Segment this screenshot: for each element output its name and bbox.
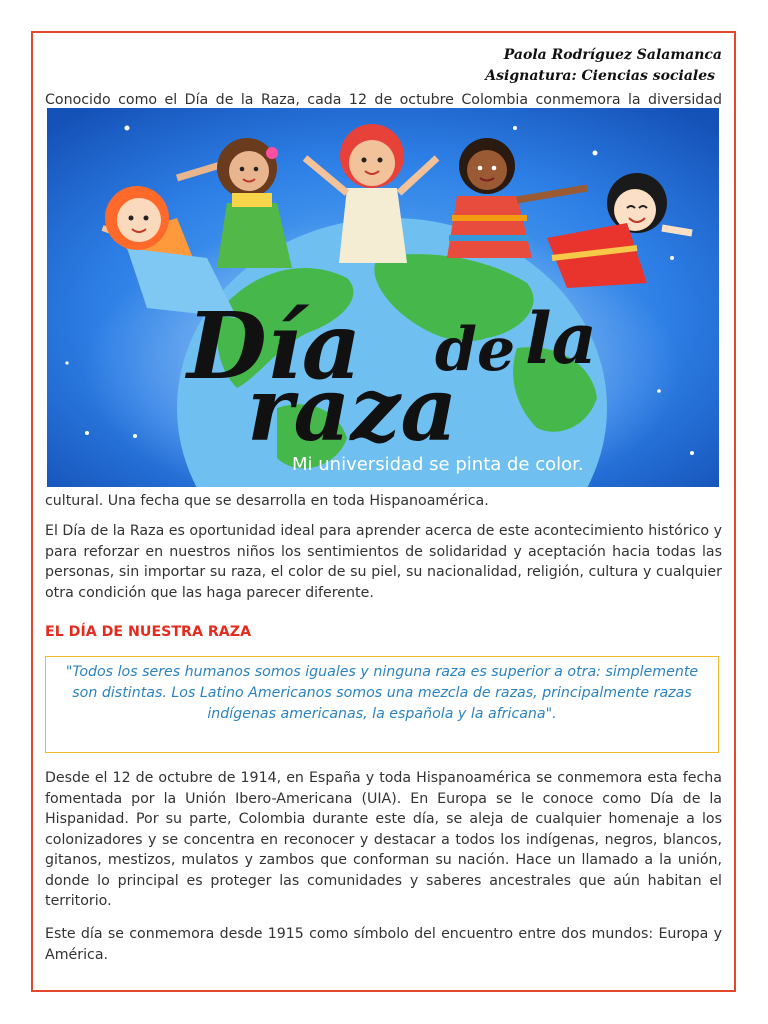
subject-label: Asignatura: Ciencias sociales xyxy=(485,68,715,84)
paragraph-2: El Día de la Raza es oportunidad ideal para aprender acerca de este acontecimiento histórico y para reforzar en nuestros niños los sentimientos de solidaridad y aceptación hacia todas las personas, sin importar su raza, el color de su piel, su nacionalidad, religión, cultura y cualquier otra condición que las haga parecer diferente. xyxy=(45,523,722,601)
quote-text: "Todos los seres humanos somos iguales y ninguna raza es superior a otra: simplemente son distintas. Los Latino Americanos somos una mezcla de razas, principalmente razas indígenas americanas, la española y la africana". xyxy=(65,664,699,722)
dia-de-la-raza-banner xyxy=(47,108,719,487)
banner-tagline: Mi universidad se pinta de color. xyxy=(292,454,584,475)
banner-title-la: la xyxy=(525,297,597,380)
banner-title-raza: raza xyxy=(247,357,458,461)
quote-box xyxy=(45,656,719,753)
intro-line-1: Conocido como el Día de la Raza, cada 12 de octubre Colombia conmemora la diversidad xyxy=(45,92,722,108)
intro-line-2: cultural. Una fecha que se desarrolla en toda Hispanoamérica. xyxy=(45,493,489,509)
banner-title-dia: Día xyxy=(187,292,362,400)
author-name: Paola Rodríguez Salamanca xyxy=(503,47,722,63)
paragraph-4: Este día se conmemora desde 1915 como símbolo del encuentro entre dos mundos: Europa y América. xyxy=(45,926,722,963)
paragraph-3: Desde el 12 de octubre de 1914, en España y toda Hispanoamérica se conmemora esta fecha fomentada por la Unión Ibero-Americana (UIA). En Europa se le conoce como Día de la Hispanidad. Por su parte, Colombia durante este día, se aleja de cualquier homenaje a los colonizadores y se concentra en reconocer y destacar a todos los indígenas, negros, blancos, gitanos, mestizos, mulatos y zambos que conforman su nación. Hace un llamado a la unión, donde lo principal es proteger las comunidades y saberes ancestrales que aún habitan el territorio. xyxy=(45,770,722,909)
banner-title-de: de xyxy=(435,315,516,385)
section-heading: EL DÍA DE NUESTRA RAZA xyxy=(45,624,252,640)
